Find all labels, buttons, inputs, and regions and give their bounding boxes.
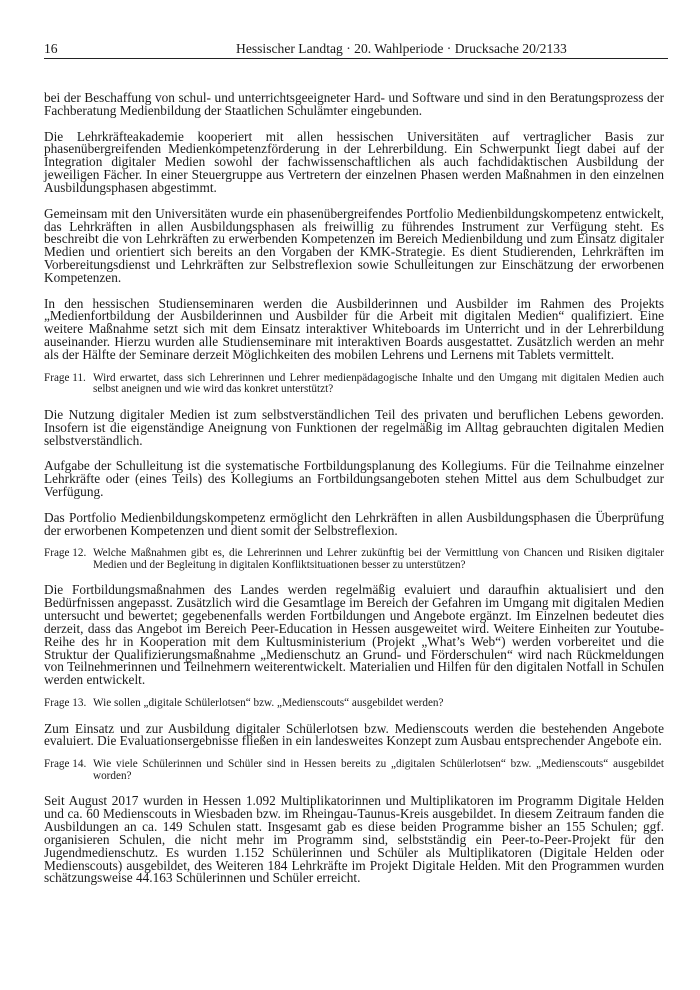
question-13 bbox=[44, 698, 664, 710]
document-body bbox=[44, 92, 664, 885]
page-number: 16 bbox=[44, 41, 58, 56]
answer-paragraph: Zum Einsatz und zur Ausbildung digitaler Schülerlotsen bzw. Medienscouts werden die bestehenden Angebote evaluiert. Die Evaluationsergebnisse fließen in ein landesweites Konzept zum Ausbau entsprechender Angebote ein. bbox=[44, 720, 664, 749]
question-label: Frage 11. bbox=[44, 371, 86, 384]
running-head: Hessischer Landtag · 20. Wahlperiode · Drucksache 20/2133 bbox=[236, 41, 567, 56]
question-text: Wie sollen „digitale Schülerlotsen“ bzw. „Medienscouts“ ausgebildet werden? bbox=[93, 697, 444, 710]
question-label: Frage 13. bbox=[44, 697, 87, 710]
answer-paragraph: In den hessischen Studienseminaren werden die Ausbilderinnen und Ausbilder im Rahmen des Projekts „Medienfortbildung der Ausbilderinnen und Ausbilder für die Arbeit mit digitalen Medien“ qualifiziert. Eine weitere Maßnahme setzt sich mit dem Einsatz interaktiver Whiteboards im Unterricht und in der Lehrerbildung auseinander. Hierzu wurden alle Studienseminare mit interaktiven Boards ausgestattet. Zusätzlich werden an mehr als der Hälfte der Seminare derzeit Möglichkeiten des mobilen Lehrens und Lernens mit Tablets vermittelt. bbox=[44, 295, 664, 363]
answer-paragraph: Gemeinsam mit den Universitäten wurde ein phasenübergreifendes Portfolio Medienbildungskompetenz entwickelt, das Lehrkräften in allen Ausbildungsphasen als freiwillig zu führendes Instrument zur Verfügung steht. Es beschreibt die von Lehrkräften zu erwerbenden Kompetenzen im Bereich Medienbildung und zum Einsatz digitaler Medien und orientiert sich bereits an den Vorgaben der KMK-Strategie. Es dient Studierenden, Lehrkräften im Vorbereitungsdienst und Lehrkräften zur Selbstreflexion sowie Schulleitungen zur Einschätzung der erworbenen Kompetenzen. bbox=[44, 205, 664, 285]
question-label: Frage 14. bbox=[44, 758, 87, 771]
answer-paragraph: Aufgabe der Schulleitung ist die systematische Fortbildungsplanung des Kollegiums. Für die Teilnahme einzelner Lehrkräfte oder (eines Teils) des Kollegiums an Fortbildungsangeboten stehen Mittel aus dem Schulbudget zur Verfügung. bbox=[44, 458, 664, 499]
header-rule bbox=[44, 58, 668, 59]
question-text: Welche Maßnahmen gibt es, die Lehrerinnen und Lehrer zukünftig bei der Vermittlung von Chancen und Risiken digitaler Medien und der Begleitung in digitalen Konfliktsituationen besser zu unterstützen? bbox=[93, 547, 664, 571]
answer-paragraph: Die Lehrkräfteakademie kooperiert mit allen hessischen Universitäten auf vertraglicher Basis zur phasenübergreifenden Medienkompetenzförderung in der Lehrerbildung. Ein Schwerpunkt liegt dabei auf der Integration digitaler Medien sowohl der fachwissenschaftlichen als auch fachdidaktischen Ausbildung der jeweiligen Fächer. In einer Steuergruppe aus Vertretern der einzelnen Phasen werden Maßnahmen in den einzelnen Ausbildungsphasen abgestimmt. bbox=[44, 128, 664, 195]
answer-paragraph: Die Nutzung digitaler Medien ist zum selbstverständlichen Teil des privaten und beruflichen Lebens geworden. Insofern ist die eigenständige Aneignung von Funktionen der regelmäßig im Alltag gebrauchten digitalen Medien selbstverständlich. bbox=[44, 406, 664, 448]
answer-paragraph: Die Fortbildungsmaßnahmen des Landes werden regelmäßig evaluiert und daraufhin aktualisiert und den Bedürfnissen angepasst. Zusätzlich wird die Gesamtlage im Bereich der Gefahren im Umgang mit digitalen Medien untersucht und bewertet; gegebenenfalls werden Fortbildungen und Angebote ergänzt. Im Einzelnen bedeutet dies derzeit, dass das Angebot im Bereich Peer-Education in Hessen ausgeweitet wird. Weitere Einheiten zur Youtube-Reihe des hr in Kooperation mit dem Kultusministerium (Projekt „What’s Web“) werden vorbereitet und die Struktur der Qualifizierungsmaßnahme „Medienschutz an Grund- und Förderschulen“ wird nach Rückmeldungen von Teilnehmerinnen und Teilnehmern weiterentwickelt. Materialien und Hilfen für den digitalen Notfall in Schulen werden entwickelt. bbox=[44, 582, 664, 688]
answer-paragraph: bei der Beschaffung von schul- und unterrichtsgeeigneter Hard- und Software und sind in den Beratungsprozess der Fachberatung Medienbildung der Staatlichen Schulämter eingebunden. bbox=[44, 90, 664, 118]
answer-paragraph: Das Portfolio Medienbildungskompetenz ermöglicht den Lehrkräften in allen Ausbildungsphasen die Überprüfung der erworbenen Kompetenzen und dient somit der Selbstreflexion. bbox=[44, 509, 664, 538]
question-label: Frage 12. bbox=[44, 547, 87, 560]
page-header bbox=[44, 39, 656, 59]
question-text: Wie viele Schülerinnen und Schüler sind in Hessen bereits zu „digitalen Schülerlotsen“ bzw. „Medienscouts“ ausgebildet worden? bbox=[93, 758, 664, 782]
question-text: Wird erwartet, dass sich Lehrerinnen und Lehrer medienpädagogische Inhalte und den Umgang mit digitalen Medien auch selbst aneignen und wie wird das konkret unterstützt? bbox=[93, 371, 664, 396]
question-12 bbox=[44, 548, 664, 571]
answer-paragraph: Seit August 2017 wurden in Hessen 1.092 Multiplikatorinnen und Multiplikatoren im Programm Digitale Helden und ca. 60 Medienscouts in Wiesbaden bzw. im Rheingau-Taunus-Kreis ausgebildet. In diesem Zeitraum fanden die Ausbildungen an ca. 149 Schulen statt. Insgesamt gab es diese beiden Programme bisher an 155 Schulen; ggf. organisieren Schulen, die nicht mehr im Programm sind, selbstständig ein Peer-to-Peer-Projekt für den Jugendmedienschutz. Es wurden 1.152 Schülerinnen und Schüler als Multiplikatoren (Digitale Helden oder Medienscouts) ausgebildet, des Weiteren 184 Lehrkräfte im Projekt Digitale Helden. Mit den Programmen wurden schätzungsweise 44.163 Schülerinnen und Schüler erreicht. bbox=[44, 793, 664, 886]
question-14 bbox=[44, 759, 664, 782]
question-11 bbox=[44, 373, 664, 396]
